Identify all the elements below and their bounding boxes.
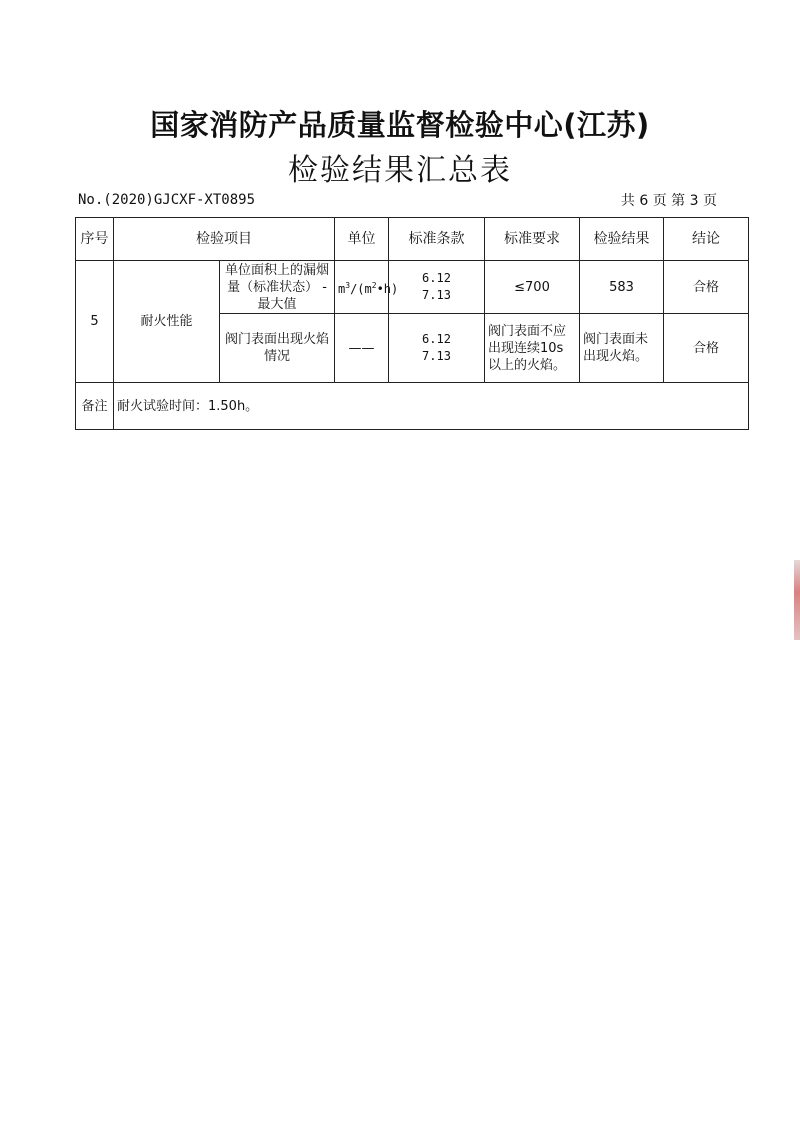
cell-clause: 6.12 7.13 <box>389 314 485 383</box>
cell-conclusion: 合格 <box>664 261 749 314</box>
cell-requirement: 阀门表面不应出现连续10s以上的火焰。 <box>485 314 580 383</box>
cell-result: 583 <box>580 261 664 314</box>
header-result: 检验结果 <box>580 218 664 261</box>
remark-row <box>76 383 749 430</box>
header-conclusion: 结论 <box>664 218 749 261</box>
cell-clause: 6.12 7.13 <box>389 261 485 314</box>
header-requirement: 标准要求 <box>485 218 580 261</box>
header-item: 检验项目 <box>114 218 335 261</box>
header-unit: 单位 <box>335 218 389 261</box>
table-row <box>76 261 749 314</box>
page-title: 国家消防产品质量监督检验中心(江苏) <box>150 108 650 142</box>
page-count: 共 6 页 第 3 页 <box>620 193 717 209</box>
cell-seq: 5 <box>76 261 114 383</box>
cell-requirement: ≤700 <box>485 261 580 314</box>
cell-group-name: 耐火性能 <box>114 261 220 383</box>
document-number: No.(2020)GJCXF-XT0895 <box>78 192 256 208</box>
header-clause: 标准条款 <box>389 218 485 261</box>
cell-sub-item: 单位面积上的漏烟量（标准状态） -最大值 <box>220 261 335 314</box>
seal-edge-mark <box>794 560 800 640</box>
page-subtitle: 检验结果汇总表 <box>288 153 512 188</box>
results-table <box>75 217 749 430</box>
cell-result: 阀门表面未出现火焰。 <box>580 314 664 383</box>
header-seq: 序号 <box>76 218 114 261</box>
cell-sub-item: 阀门表面出现火焰情况 <box>220 314 335 383</box>
table-header-row <box>76 218 749 261</box>
cell-conclusion: 合格 <box>664 314 749 383</box>
remark-label: 备注 <box>76 383 114 430</box>
cell-unit: —— <box>335 314 389 383</box>
remark-text: 耐火试验时间：1.50h。 <box>114 383 749 430</box>
cell-unit: $m^3/(m^2•h)$ <box>335 261 389 314</box>
